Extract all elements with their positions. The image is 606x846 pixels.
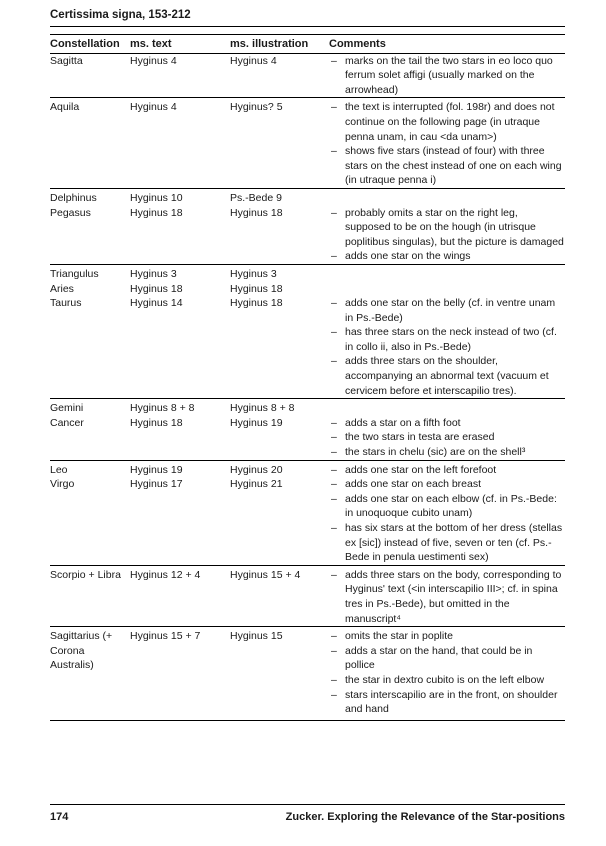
comment-item: – the two stars in testa are erased	[329, 430, 565, 445]
constellation-table	[50, 34, 565, 721]
comment-item: – stars interscapilio are in the front, on shoulder and hand	[329, 688, 565, 717]
ms-text-cell: Hyginus 18	[130, 282, 183, 295]
comment-item: – marks on the tail the two stars in eo loco quo ferrum solet affigi (usually marked on the arrowhead)	[329, 54, 565, 98]
page-number: 174	[50, 811, 69, 823]
comments-cell	[329, 477, 565, 565]
running-head: Certissima signa, 153-212	[50, 9, 191, 21]
comments-cell	[329, 206, 565, 265]
ms-illustration-cell: Hyginus 20	[230, 460, 329, 477]
table-row	[50, 98, 565, 189]
comments-cell	[329, 627, 565, 721]
comment-item: – has three stars on the neck instead of two (cf. in collo ii, also in Ps.-Bede)	[329, 325, 565, 354]
constellation-cell: Taurus	[50, 297, 82, 310]
comment-item: – adds three stars on the shoulder, accompanying an abnormal text (vacuum et cervicem before et interscapilio tres).	[329, 354, 565, 398]
comment-item: – omits the star in poplite	[329, 629, 565, 644]
ms-text-cell: Hyginus 19	[130, 460, 230, 477]
ms-text-cell: Hyginus 18	[130, 416, 183, 429]
constellation-cell: Sagitta	[50, 54, 83, 67]
column-header-ms-illustration: ms. illustration	[230, 35, 329, 54]
comments-cell	[329, 188, 565, 205]
comment-list	[329, 206, 565, 264]
ms-text-cell: Hyginus 8 + 8	[130, 399, 230, 416]
ms-text-cell: Hyginus 15 + 7	[130, 627, 230, 721]
ms-illustration-cell: Hyginus 18	[230, 206, 283, 219]
ms-illustration-cell: Hyginus 4	[230, 54, 277, 67]
table-body	[50, 53, 565, 720]
ms-text-cell: Hyginus 14	[130, 297, 183, 310]
ms-text-cell: Hyginus 3	[130, 264, 230, 281]
comments-cell	[329, 565, 565, 626]
table-row	[50, 477, 565, 565]
comments-cell	[329, 53, 565, 98]
ms-illustration-cell: Hyginus 3	[230, 264, 329, 281]
column-header-ms-text: ms. text	[130, 35, 230, 54]
constellation-cell: Scorpio + Libra	[50, 565, 130, 626]
ms-text-cell: Hyginus 4	[130, 54, 177, 67]
ms-illustration-cell: Ps.-Bede 9	[230, 188, 329, 205]
constellation-cell: Delphinus	[50, 188, 130, 205]
ms-illustration-cell: Hyginus 18	[230, 297, 283, 310]
ms-illustration-cell: Hyginus 15 + 4	[230, 565, 329, 626]
table-row	[50, 627, 565, 721]
constellation-cell: Gemini	[50, 399, 130, 416]
comment-item: – adds one star on the belly (cf. in ventre unam in Ps.-Bede)	[329, 296, 565, 325]
comments-cell	[329, 282, 565, 297]
constellation-cell: Virgo	[50, 478, 75, 491]
comments-cell	[329, 264, 565, 281]
comment-item: – shows five stars (instead of four) with three stars on the chest instead of one on each wing (in utraque penna i)	[329, 144, 565, 188]
ms-text-cell: Hyginus 12 + 4	[130, 565, 230, 626]
constellation-cell: Sagittarius (+ Corona Australis)	[50, 627, 130, 721]
constellation-cell: Cancer	[50, 416, 84, 429]
comment-list	[329, 568, 565, 626]
table-row	[50, 188, 565, 205]
constellation-cell: Triangulus	[50, 264, 130, 281]
ms-text-cell: Hyginus 17	[130, 478, 183, 491]
table-row	[50, 264, 565, 281]
footer-rule	[50, 804, 565, 805]
comments-cell	[329, 460, 565, 477]
comments-cell	[329, 98, 565, 189]
comment-list	[329, 416, 565, 460]
ms-illustration-cell: Hyginus 21	[230, 478, 283, 491]
comments-cell	[329, 296, 565, 399]
comment-item: – has six stars at the bottom of her dress (stellas ex [sic]) instead of five, seven or ten (cf. Ps.-Bede in penula uestimenti sex)	[329, 521, 565, 565]
comment-item: – the star in dextro cubito is on the left elbow	[329, 673, 565, 688]
constellation-cell: Pegasus	[50, 206, 91, 219]
ms-illustration-cell: Hyginus 15	[230, 627, 329, 721]
ms-text-cell: Hyginus 18	[130, 206, 183, 219]
comment-item: – adds one star on the left forefoot	[329, 463, 565, 478]
comment-list	[329, 463, 565, 478]
column-header-constellation: Constellation	[50, 35, 130, 54]
comments-cell	[329, 416, 565, 460]
comment-item: – the text is interrupted (fol. 198r) and does not continue on the following page (in utraque penna unam, in cau <da unam>)	[329, 100, 565, 144]
comment-list	[329, 100, 565, 188]
ms-illustration-cell: Hyginus 8 + 8	[230, 399, 329, 416]
constellation-cell: Aries	[50, 282, 74, 295]
constellation-cell: Leo	[50, 460, 130, 477]
comment-list	[329, 296, 565, 398]
comment-list	[329, 54, 565, 98]
comment-item: – adds one star on each breast	[329, 477, 565, 492]
ms-text-cell: Hyginus 10	[130, 188, 230, 205]
ms-illustration-cell: Hyginus 18	[230, 282, 283, 295]
comment-item: – adds three stars on the body, corresponding to Hyginus' text (<in interscapilio III>; cf. in spina tres in Ps.-Bede), but omitted in the manuscript⁴	[329, 568, 565, 626]
table-row	[50, 53, 565, 98]
ms-illustration-cell: Hyginus 19	[230, 416, 283, 429]
footer-title: Zucker. Exploring the Relevance of the Star-positions	[285, 811, 565, 823]
table-row	[50, 399, 565, 416]
table-row	[50, 416, 565, 460]
comment-list	[329, 477, 565, 565]
table-header	[50, 35, 565, 54]
comment-item: – probably omits a star on the right leg, supposed to be on the hough (in utrisque poplitibus singulas), but the picture is damaged	[329, 206, 565, 250]
table-row	[50, 460, 565, 477]
constellation-cell: Aquila	[50, 98, 130, 189]
ms-illustration-cell: Hyginus? 5	[230, 98, 329, 189]
comment-list	[329, 629, 565, 717]
comment-item: – adds a star on the hand, that could be in pollice	[329, 644, 565, 673]
header-rule	[50, 26, 565, 27]
comments-cell	[329, 399, 565, 416]
comment-item: – adds a star on a fifth foot	[329, 416, 565, 431]
table-row	[50, 206, 565, 265]
comment-item: – adds one star on the wings	[329, 249, 565, 264]
comment-item: – the stars in chelu (sic) are on the shell³	[329, 445, 565, 460]
ms-text-cell: Hyginus 4	[130, 98, 230, 189]
table-row	[50, 296, 565, 399]
comment-item: – adds one star on each elbow (cf. in Ps.-Bede: in unoquoque cubito unam)	[329, 492, 565, 521]
table-row	[50, 282, 565, 297]
column-header-comments: Comments	[329, 35, 565, 54]
table-row	[50, 565, 565, 626]
